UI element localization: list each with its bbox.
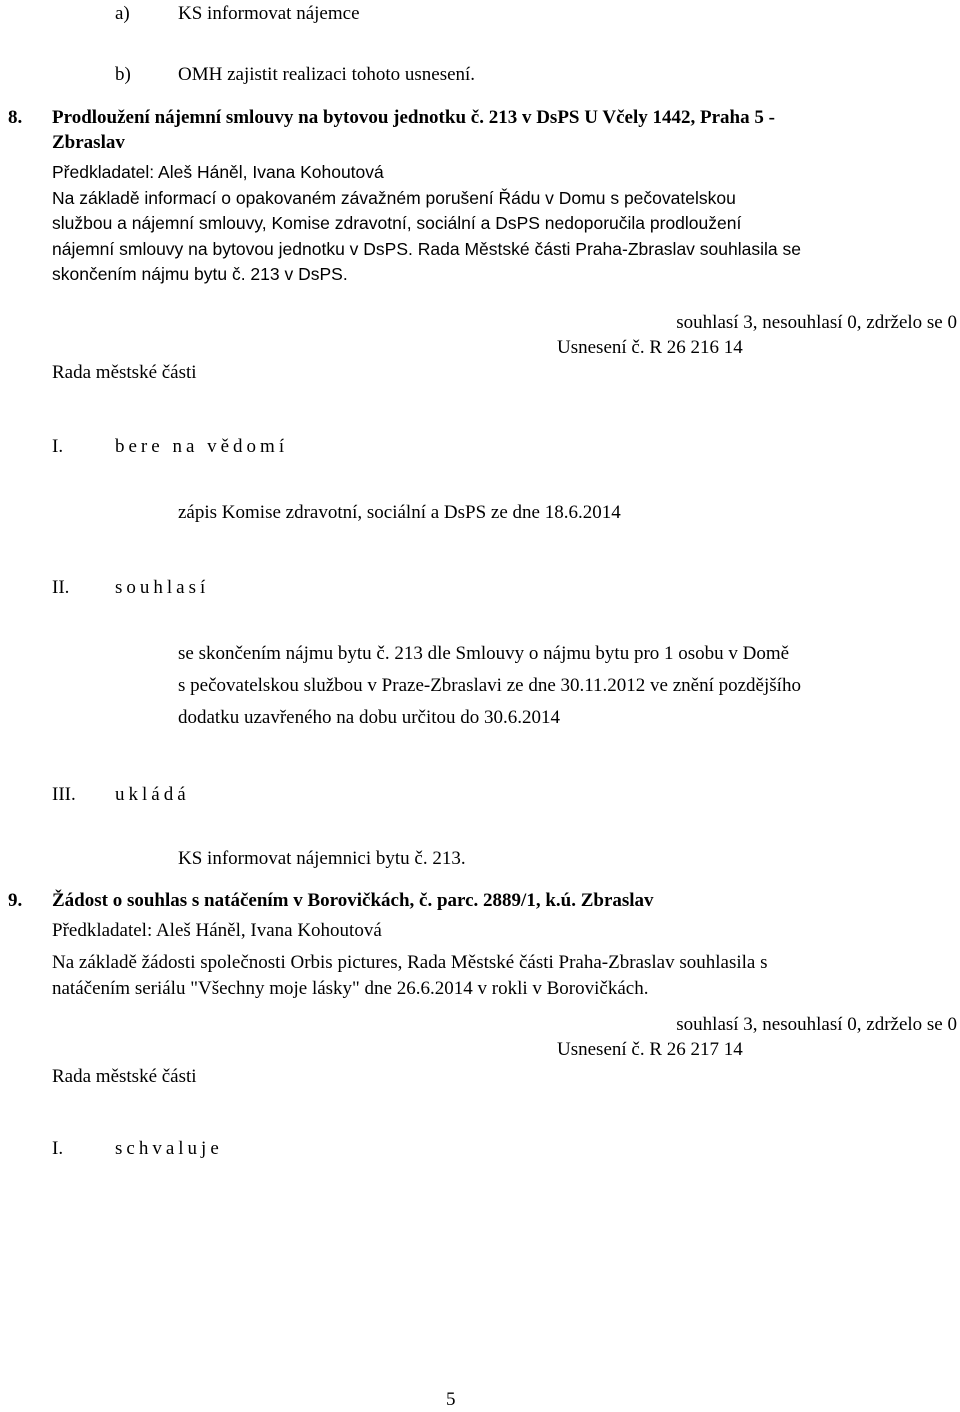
list-marker-a: a) [115, 3, 130, 24]
section-numeral: I. [52, 1138, 64, 1159]
item-title-continued: Zbraslav [52, 132, 125, 153]
presenter: Předkladatel: Aleš Háněl, Ivana Kohoutová [52, 920, 382, 941]
body-line: Na základě informací o opakovaném závažném porušení Řádu v Domu s pečovatelskou [52, 187, 736, 208]
section-verb: souhlasí [115, 577, 210, 598]
section-text: dodatku uzavřeného na dobu určitou do 30.6.2014 [178, 707, 561, 728]
section-numeral: III. [52, 784, 76, 805]
council-label: Rada městské části [52, 1066, 197, 1087]
body-line: nájemní smlouvy na bytovou jednotku v DsPS. Rada Městské části Praha-Zbraslav souhlasila se [52, 238, 801, 259]
section-verb: ukládá [115, 784, 190, 805]
section-text: zápis Komise zdravotní, sociální a DsPS ze dne 18.6.2014 [178, 502, 621, 523]
body-line: Na základě žádosti společnosti Orbis pictures, Rada Městské části Praha-Zbraslav souhlasila s [52, 952, 768, 973]
item-number: 8. [8, 107, 23, 128]
section-verb: schvaluje [115, 1138, 223, 1159]
page-number: 5 [446, 1389, 456, 1410]
vote-result: souhlasí 3, nesouhlasí 0, zdrželo se 0 [676, 1014, 957, 1035]
body-line: službou a nájemní smlouvy, Komise zdravotní, sociální a DsPS nedoporučila prodloužení [52, 213, 742, 233]
resolution-number: Usnesení č. R 26 216 14 [557, 337, 743, 358]
item-title: Prodloužení nájemní smlouvy na bytovou jednotku č. 213 v DsPS U Včely 1442, Praha 5 - [52, 107, 775, 128]
list-item-a: KS informovat nájemce [178, 3, 360, 24]
list-marker-b: b) [115, 64, 131, 85]
presenter: Předkladatel: Aleš Háněl, Ivana Kohoutová [52, 162, 384, 182]
section-text: KS informovat nájemnici bytu č. 213. [178, 848, 466, 869]
section-numeral: I. [52, 436, 64, 457]
section-text: se skončením nájmu bytu č. 213 dle Smlouvy o nájmu bytu pro 1 osobu v Domě [178, 643, 790, 664]
body-line: skončením nájmu bytu č. 213 v DsPS. [52, 264, 348, 284]
section-verb: bere na vědomí [115, 436, 289, 457]
item-body [52, 160, 801, 288]
list-item-b: OMH zajistit realizaci tohoto usnesení. [178, 64, 476, 85]
vote-result: souhlasí 3, nesouhlasí 0, zdrželo se 0 [676, 312, 957, 333]
section-numeral: II. [52, 577, 70, 598]
section-text: s pečovatelskou službou v Praze-Zbraslavi ze dne 30.11.2012 ve znění pozdějšího [178, 675, 801, 696]
council-label: Rada městské části [52, 362, 197, 383]
resolution-number: Usnesení č. R 26 217 14 [557, 1039, 743, 1060]
body-line: natáčením seriálu "Všechny moje lásky" dne 26.6.2014 v rokli v Borovičkách. [52, 978, 649, 999]
item-title: Žádost o souhlas s natáčením v Borovičkách, č. parc. 2889/1, k.ú. Zbraslav [52, 890, 654, 911]
item-number: 9. [8, 890, 23, 911]
